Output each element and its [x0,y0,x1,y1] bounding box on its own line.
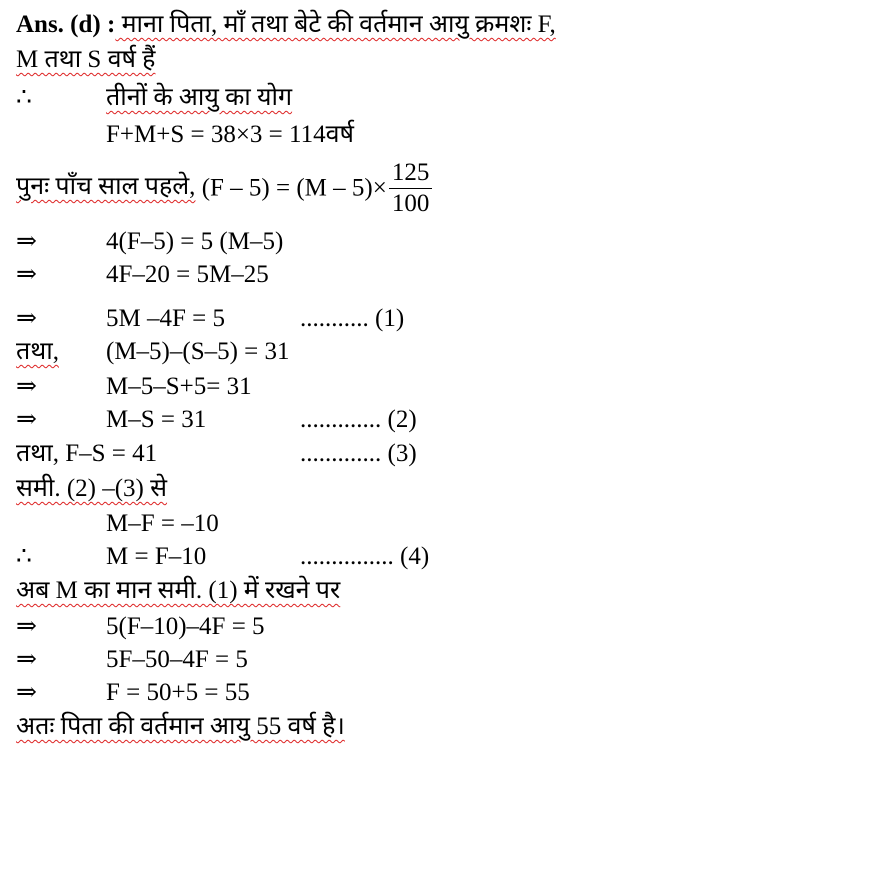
equation-3: तथा, F–S = 41 [16,440,158,467]
intro-line [16,10,556,40]
implies-symbol: ⇒ [16,228,37,255]
conclusion-text: अतः पिता की वर्तमान आयु 55 वर्ष है। [16,713,345,740]
equation-4: M = F–10 [106,543,207,570]
variables-text: M तथा S वर्ष हैं [16,46,156,73]
conclusion-line [16,712,345,742]
therefore-symbol: ∴ [16,543,32,570]
five-years-ago-label: पुनः पाँच साल पहले, [16,173,196,201]
step-equation-19: F = 50+5 = 55 [106,679,250,706]
equation-1: 5M –4F = 5 [106,305,225,332]
step-equation-10: M–5–S+5= 31 [106,373,252,400]
sum-intro-text: तीनों के आयु का योग [106,84,293,111]
step-equation-9: (M–5)–(S–5) = 31 [106,338,290,365]
step-equation-7: 4F–20 = 5M–25 [106,261,269,288]
subtract-line [16,474,167,504]
implies-symbol: ⇒ [16,261,37,288]
subtract-text: समी. (2) –(3) से [16,475,168,502]
five-years-ago-line [16,158,432,219]
equation-4-ref: ............... (4) [300,543,430,570]
implies-symbol: ⇒ [16,679,37,706]
ratio-expression: (F – 5) = (M – 5)× [195,174,387,202]
intro-text: माना पिता, माँ तथा बेटे की वर्तमान आयु क्रमशः F, [115,11,556,38]
step-equation-18: 5F–50–4F = 5 [106,646,248,673]
equation-2-ref: ............. (2) [300,406,417,433]
implies-symbol: ⇒ [16,613,37,640]
implies-symbol: ⇒ [16,373,37,400]
also-label: तथा, [16,338,59,365]
implies-symbol: ⇒ [16,646,37,673]
implies-symbol: ⇒ [16,305,37,332]
equation-2: M–S = 31 [106,406,207,433]
answer-label: Ans. (d) : [16,11,116,38]
fraction-numerator: 125 [389,158,433,189]
fraction-denominator: 100 [391,190,430,217]
substitute-line [16,576,340,606]
implies-symbol: ⇒ [16,406,37,433]
sum-equation: F+M+S = 38×3 = 114वर्ष [106,121,354,148]
substitute-text: अब M का मान समी. (1) में रखने पर [16,577,341,604]
ratio-fraction [389,158,433,219]
therefore-symbol: ∴ [16,84,32,111]
step-equation-14: M–F = –10 [106,510,219,537]
step-equation-17: 5(F–10)–4F = 5 [106,613,265,640]
equation-3-ref: ............. (3) [300,440,417,467]
variables-line [16,45,155,75]
step-equation-6: 4(F–5) = 5 (M–5) [106,228,284,255]
equation-1-ref: ........... (1) [300,305,405,332]
